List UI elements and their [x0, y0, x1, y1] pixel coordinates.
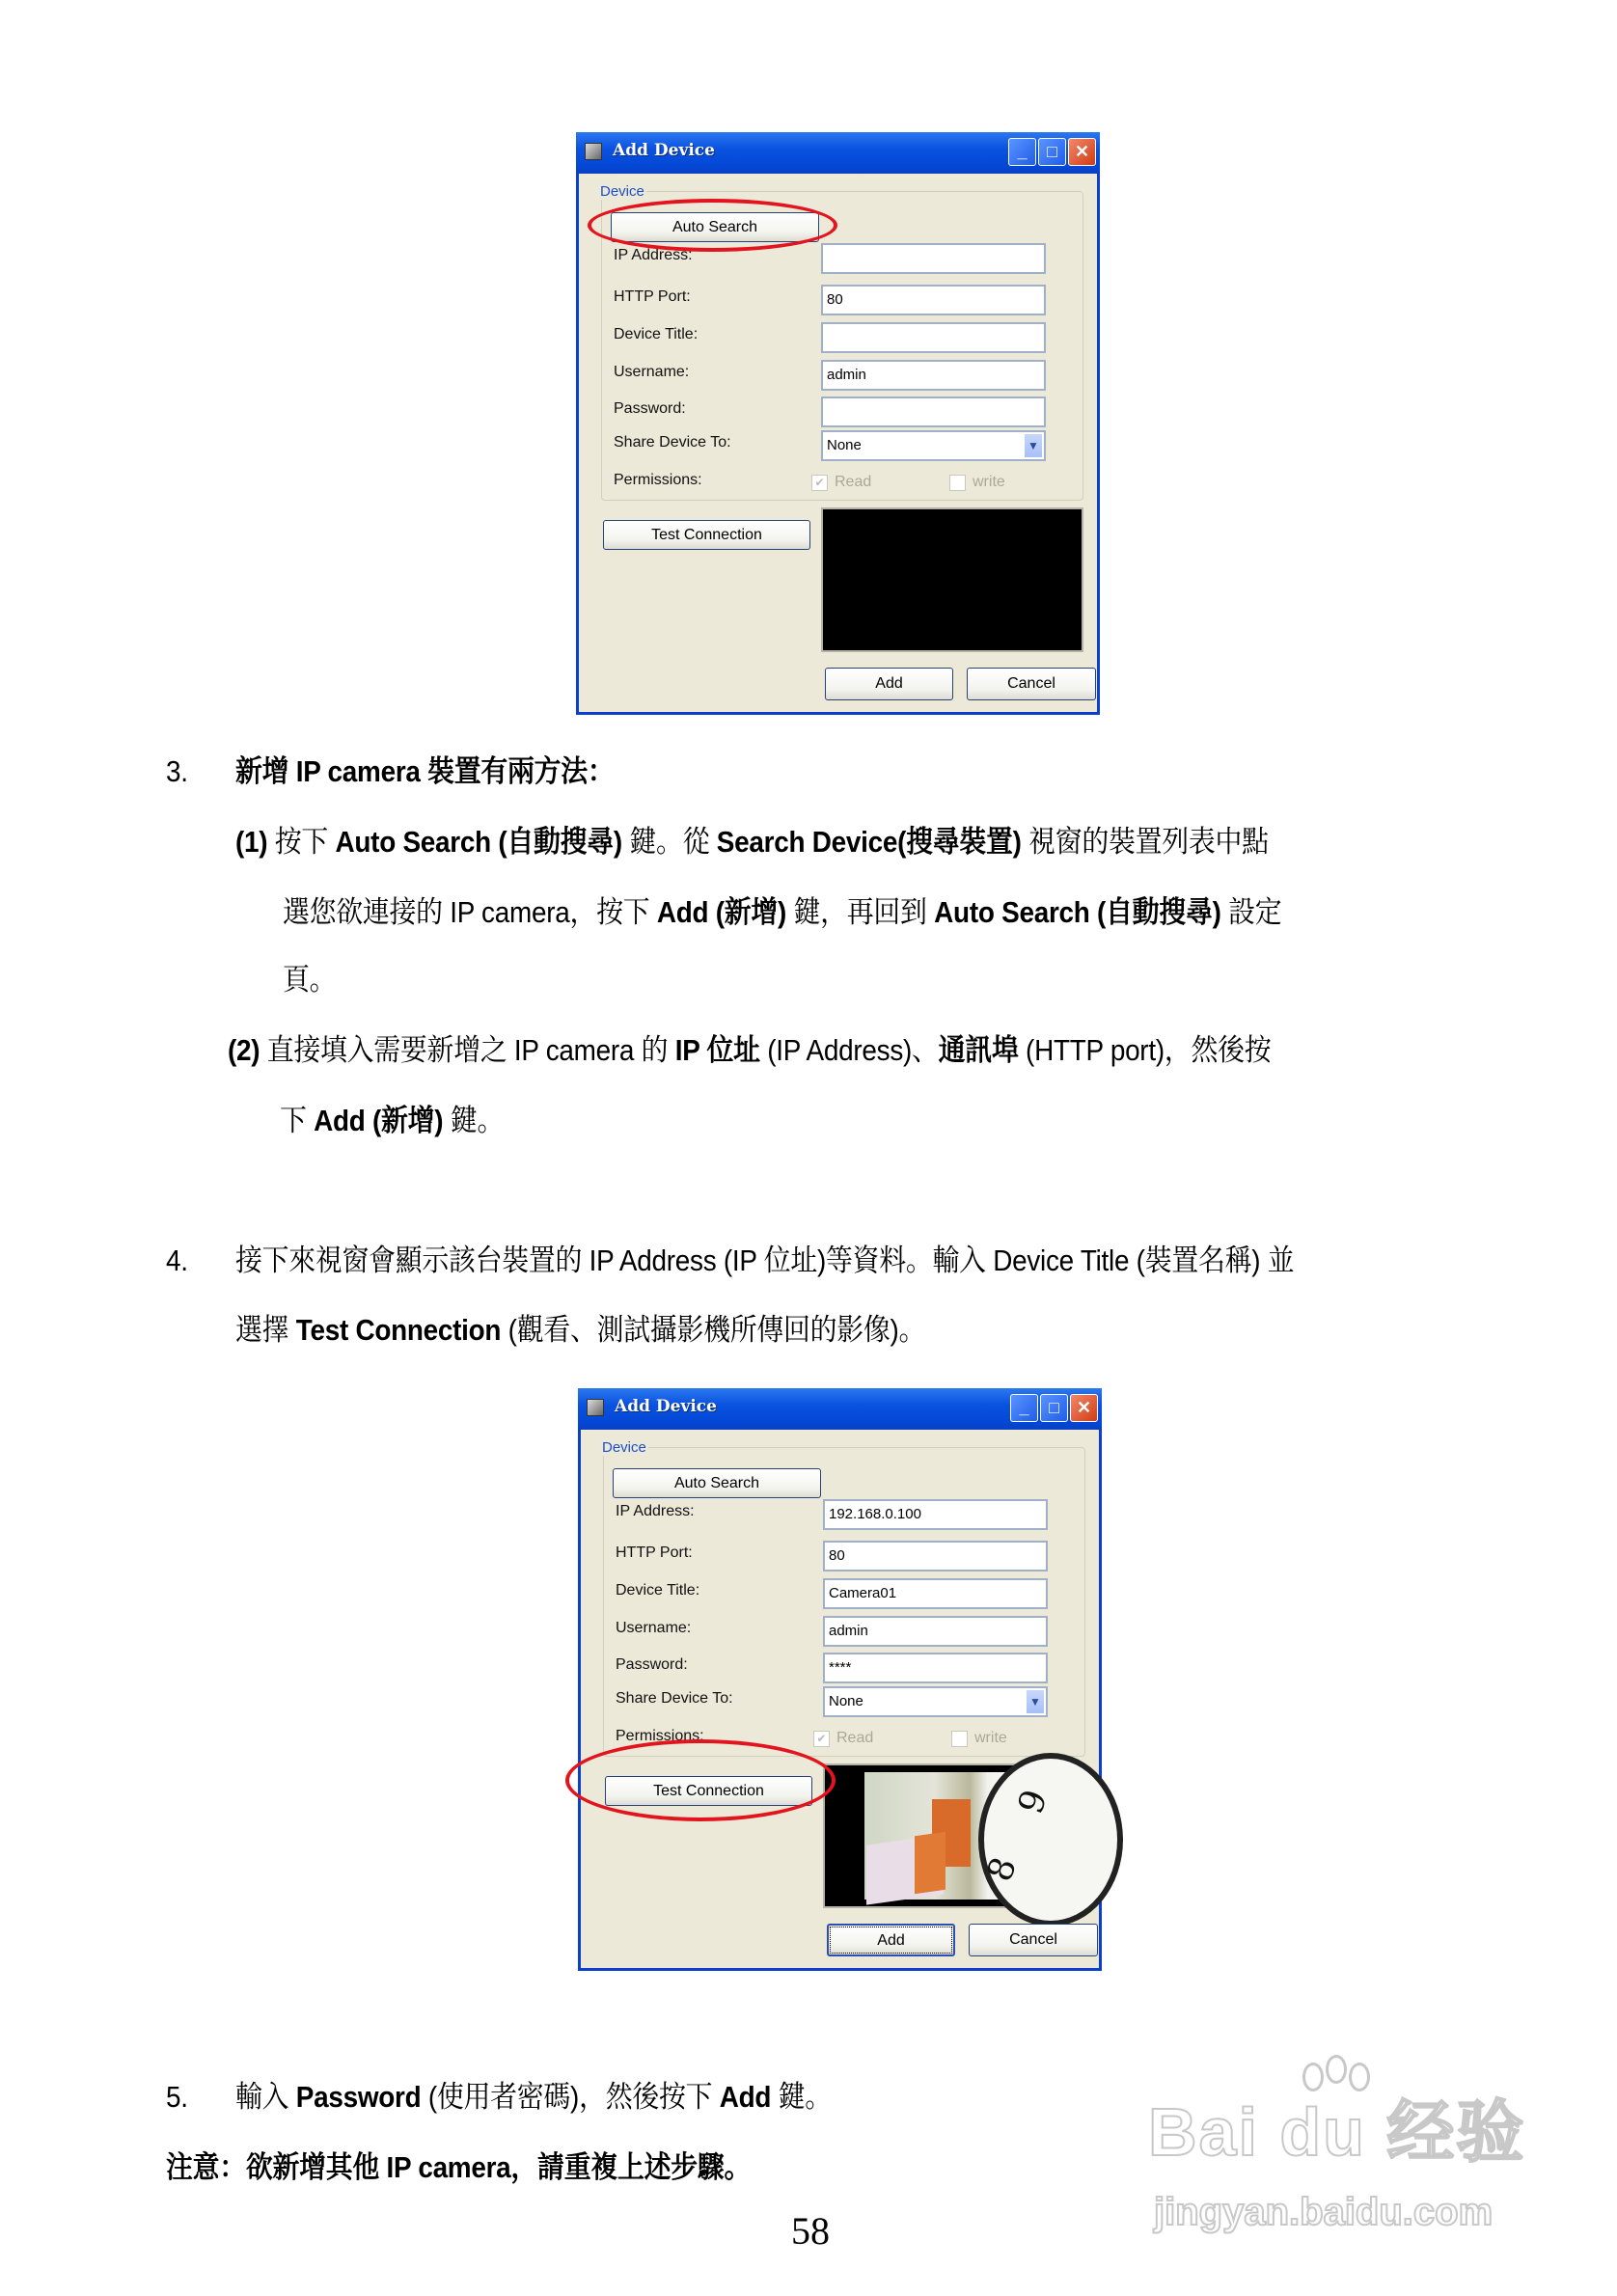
share-device-value: None: [829, 1693, 863, 1709]
text: (使用者密碼)，然後按下: [421, 2080, 720, 2114]
text: 按下: [274, 825, 336, 859]
bold-text: Auto Search (自動搜尋): [335, 825, 622, 859]
minimize-button[interactable]: _: [1010, 1394, 1038, 1422]
text: 鍵。: [443, 1104, 505, 1137]
bold-text: Test Connection: [295, 1313, 502, 1347]
text: (觀看、測試攝影機所傳回的影像)。: [501, 1313, 926, 1347]
paragraph-line: [235, 1244, 1294, 1278]
password-label: Password:: [614, 400, 686, 417]
bold-text: (1): [235, 825, 275, 859]
page-number: 58: [791, 2209, 830, 2253]
clock-digit-icon: 8: [979, 1852, 1026, 1887]
highlight-ellipse: [565, 1739, 836, 1821]
share-device-value: None: [827, 437, 862, 453]
ip-address-label: IP Address:: [616, 1503, 695, 1519]
add-device-dialog: [578, 1388, 1102, 1971]
bold-text: Search Device(搜尋裝置): [716, 825, 1022, 859]
image-box-side: [915, 1832, 946, 1894]
bold-text: 新增 IP camera 裝置有兩方法：: [235, 754, 615, 788]
cancel-button[interactable]: Cancel: [967, 668, 1096, 700]
paragraph-line: [280, 1104, 504, 1138]
bold-text: Password: [295, 2080, 422, 2114]
text: 頁。: [283, 963, 337, 997]
text: 鍵。從: [621, 825, 717, 859]
paragraph-line: [235, 825, 1269, 860]
http-port-input[interactable]: 80: [823, 1541, 1048, 1572]
clock-digit-icon: 9: [1010, 1785, 1056, 1819]
paragraph-line: [235, 1313, 925, 1348]
bold-text: Add (新增): [656, 895, 787, 929]
maximize-button[interactable]: □: [1040, 1394, 1068, 1422]
read-label: Read: [836, 1730, 874, 1746]
write-label: write: [974, 1730, 1007, 1746]
text: 接下來視窗會顯示該台裝置的 IP Address (IP 位址)等資料。輸入 Device Title (裝置名稱) 並: [235, 1244, 1295, 1277]
write-checkbox[interactable]: [951, 1731, 968, 1747]
camera-image: [864, 1772, 1056, 1900]
write-label: write: [973, 474, 1005, 490]
add-device-dialog: [576, 132, 1100, 715]
read-checkbox[interactable]: ✔: [811, 475, 828, 491]
write-checkbox[interactable]: [949, 475, 966, 491]
paragraph-line: [235, 754, 615, 789]
title-bar[interactable]: [576, 132, 1100, 174]
baidu-watermark-logo: [1148, 2055, 1553, 2248]
read-label: Read: [835, 474, 872, 490]
text: 視窗的裝置列表中點: [1021, 825, 1269, 859]
minimize-button[interactable]: _: [1008, 138, 1036, 166]
text: 直接填入需要新增之 IP camera 的: [266, 1033, 675, 1067]
bold-text: Add (新增): [314, 1104, 444, 1137]
watermark-url: jingyan.baidu.com: [1154, 2191, 1494, 2233]
ip-address-input[interactable]: 192.168.0.100: [823, 1499, 1048, 1530]
text: 輸入: [235, 2080, 296, 2114]
text: 設定: [1220, 895, 1282, 929]
username-label: Username:: [616, 1620, 692, 1636]
step-number: 3.: [166, 754, 188, 788]
image-clock: [978, 1753, 1123, 1927]
step-number: 5.: [166, 2080, 188, 2114]
paragraph-line: [283, 895, 1281, 930]
bold-text: 注意：欲新增其他 IP camera，請重複上述步驟。: [166, 2150, 752, 2184]
test-connection-button[interactable]: Test Connection: [605, 1776, 812, 1806]
video-preview: [823, 1763, 1085, 1908]
dialog-title: Add Device: [615, 1397, 717, 1416]
device-group-label: Device: [600, 183, 644, 200]
highlight-ellipse: [588, 199, 837, 252]
bold-text: Auto Search (自動搜尋): [934, 895, 1221, 929]
close-button[interactable]: ✕: [1070, 1394, 1098, 1422]
dialog-title: Add Device: [613, 141, 715, 160]
username-label: Username:: [614, 364, 690, 380]
share-device-label: Share Device To:: [614, 434, 731, 451]
cancel-button[interactable]: Cancel: [969, 1924, 1098, 1956]
app-icon: [585, 143, 602, 160]
permissions-label: Permissions:: [614, 472, 702, 488]
read-checkbox[interactable]: ✔: [813, 1731, 830, 1747]
text: (HTTP port)，然後按: [1018, 1033, 1272, 1067]
ip-address-input[interactable]: [821, 243, 1046, 274]
chevron-down-icon[interactable]: ▼: [1025, 434, 1042, 457]
permissions-label: Permissions:: [616, 1728, 704, 1744]
text: 選擇: [235, 1313, 296, 1347]
maximize-button[interactable]: □: [1038, 138, 1066, 166]
share-device-select[interactable]: [821, 430, 1046, 461]
bold-text: 通訊埠: [938, 1033, 1019, 1067]
app-icon: [587, 1399, 604, 1416]
chevron-down-icon[interactable]: ▼: [1027, 1690, 1044, 1713]
close-button[interactable]: ✕: [1068, 138, 1096, 166]
test-connection-button[interactable]: Test Connection: [603, 520, 810, 550]
auto-search-button[interactable]: Auto Search: [613, 1468, 821, 1498]
username-input[interactable]: admin: [823, 1616, 1048, 1647]
bold-text: IP 位址: [674, 1033, 760, 1067]
text: 鍵。: [771, 2080, 832, 2114]
ip-address-label: IP Address:: [614, 247, 693, 263]
bold-text: Add: [719, 2080, 772, 2114]
http-port-label: HTTP Port:: [614, 288, 691, 305]
password-input[interactable]: ****: [823, 1653, 1048, 1683]
device-title-input[interactable]: [821, 322, 1046, 353]
add-button[interactable]: Add: [827, 1924, 955, 1956]
step-number: 4.: [166, 1244, 188, 1277]
password-label: Password:: [616, 1656, 688, 1673]
paragraph-line: [166, 2150, 751, 2185]
text: (IP Address)、: [759, 1033, 939, 1067]
device-title-input[interactable]: Camera01: [823, 1578, 1048, 1609]
device-title-label: Device Title:: [614, 326, 699, 342]
watermark-brand: Bai du 经验: [1148, 2094, 1526, 2170]
http-port-input[interactable]: 80: [821, 285, 1046, 315]
paw-icon: [1293, 2055, 1380, 2093]
bold-text: (2): [228, 1033, 267, 1067]
username-input[interactable]: admin: [821, 360, 1046, 391]
password-input[interactable]: [821, 396, 1046, 427]
http-port-label: HTTP Port:: [616, 1544, 693, 1561]
paragraph-line: [283, 963, 336, 998]
text: 選您欲連接的 IP camera，按下: [283, 895, 657, 929]
device-group-label: Device: [602, 1439, 646, 1456]
text: 下: [280, 1104, 315, 1137]
title-bar[interactable]: [578, 1388, 1102, 1430]
device-title-label: Device Title:: [616, 1582, 700, 1599]
paragraph-line: [235, 2080, 832, 2115]
text: 鍵，再回到: [786, 895, 935, 929]
paragraph-line: [228, 1033, 1271, 1068]
share-device-select[interactable]: [823, 1686, 1048, 1717]
share-device-label: Share Device To:: [616, 1690, 733, 1707]
video-preview: [821, 507, 1083, 652]
auto-search-button[interactable]: Auto Search: [611, 212, 819, 242]
add-button[interactable]: Add: [825, 668, 953, 700]
